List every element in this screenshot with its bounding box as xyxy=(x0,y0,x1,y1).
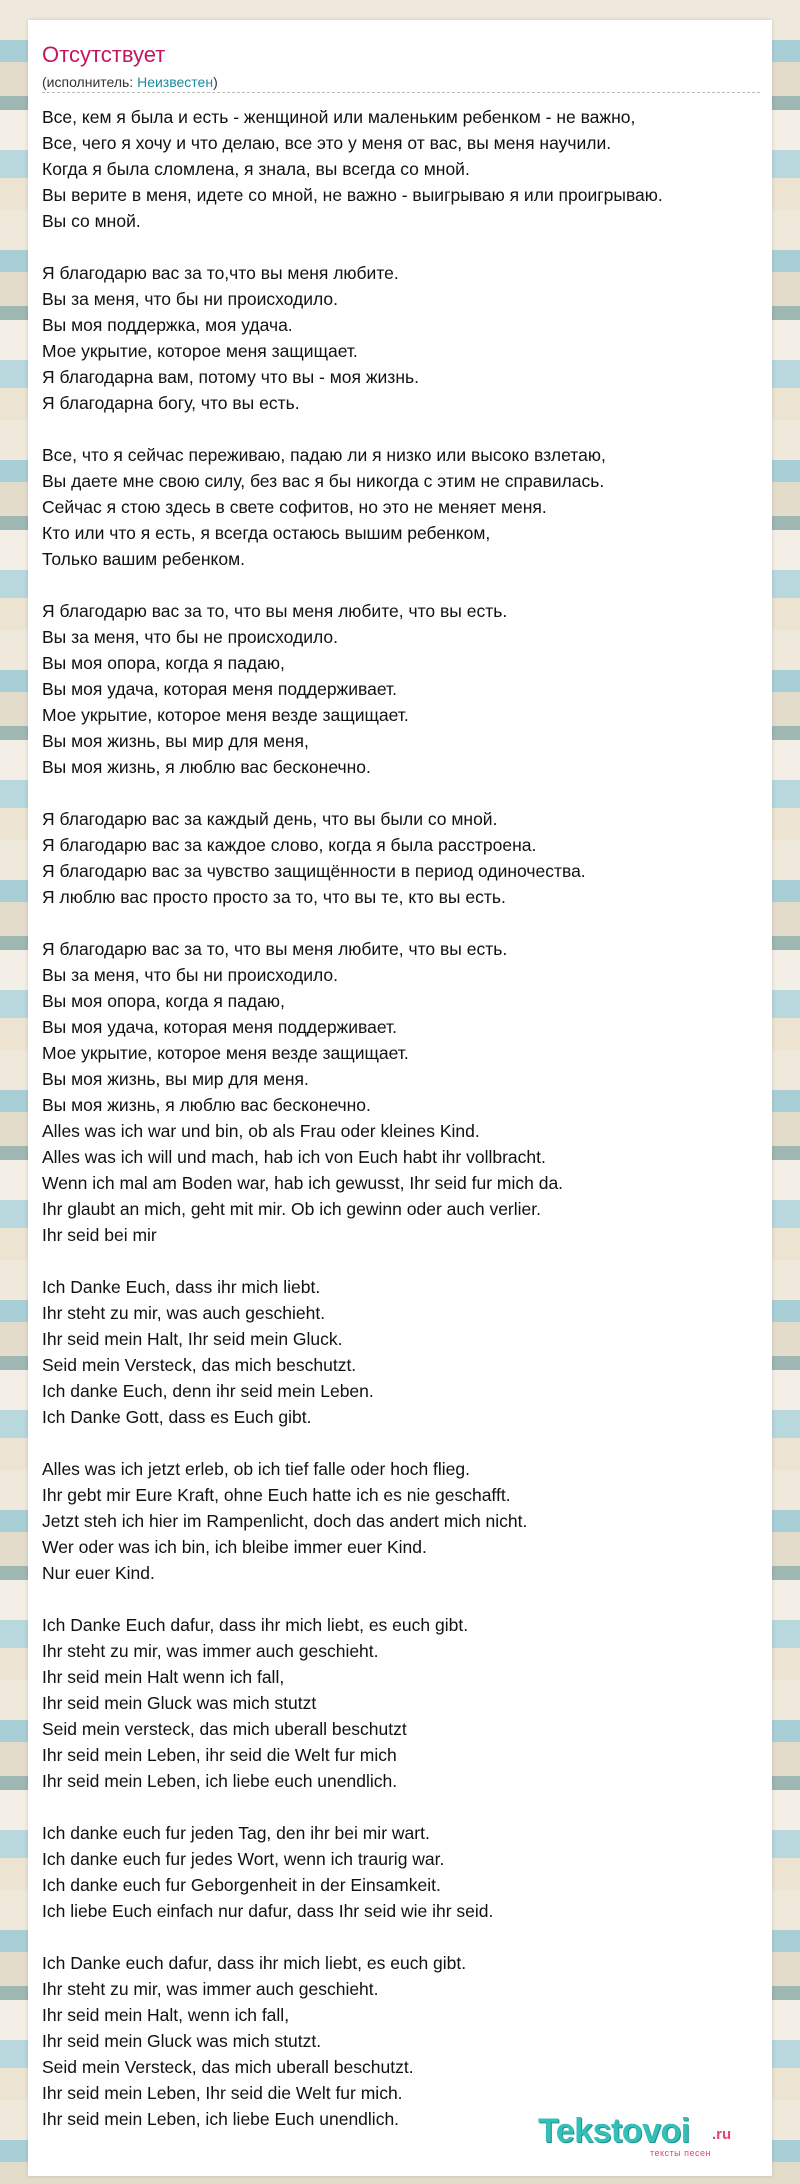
lyrics-stanza: Ich Danke Euch dafur, dass ihr mich liebt, es euch gibt. Ihr steht zu mir, was immer auch geschieht. Ihr seid mein Halt wenn ich fall, Ihr seid mein Gluck was mich stutzt Seid mein versteck, das mich uberall beschutzt Ihr seid mein Leben, ihr seid die Welt fur mich Ihr seid mein Leben, ich liebe euch unendlich. xyxy=(42,1615,469,1791)
song-title: Отсутствует xyxy=(42,42,166,67)
title-divider xyxy=(42,92,760,93)
lyrics-stanza: Я благодарю вас за то, что вы меня любите, что вы есть. Вы за меня, что бы не происходило. Вы моя опора, когда я падаю, Вы моя удача, которая меня поддерживает. Мое укрытие, которое меня везде защищает. Вы моя жизнь, вы мир для меня, Вы моя жизнь, я люблю вас бесконечно. xyxy=(42,601,508,777)
lyrics-stanza: Все, что я сейчас переживаю, падаю ли я низко или высоко взлетаю, Вы даете мне свою силу, без вас я бы никогда с этим не справилась. Сейчас я стою здесь в свете софитов, но это не меняет меня. Кто или что я есть, я всегда остаюсь вышим ребенком, Только вашим ребенком. xyxy=(42,445,606,569)
performer-suffix: ) xyxy=(213,74,218,90)
performer-prefix: (исполнитель: xyxy=(42,74,138,90)
lyrics-stanza: Alles was ich jetzt erleb, ob ich tief falle oder hoch flieg. Ihr gebt mir Eure Kraft, ohne Euch hatte ich es nie geschafft. Jetzt steh ich hier im Rampenlicht, doch das andert mich nicht. Wer oder was ich bin, ich bleibe immer euer Kind. Nur euer Kind. xyxy=(42,1459,528,1583)
lyrics-card xyxy=(28,20,772,2176)
performer-line xyxy=(42,74,218,90)
site-logo[interactable] xyxy=(538,2112,738,2158)
logo-domain: .ru xyxy=(712,2126,732,2143)
lyrics-stanza: Ich Danke euch dafur, dass ihr mich liebt, es euch gibt. Ihr steht zu mir, was immer auch geschieht. Ihr seid mein Halt, wenn ich fall, Ihr seid mein Gluck was mich stutzt. Seid mein Versteck, das mich uberall beschutzt. Ihr seid mein Leben, Ihr seid die Welt fur mich. Ihr seid mein Leben, ich liebe Euch unendlich. xyxy=(42,1953,467,2129)
lyrics-text xyxy=(42,104,762,2158)
lyrics-stanza: Я благодарю вас за то,что вы меня любите. Вы за меня, что бы ни происходило. Вы моя поддержка, моя удача. Мое укрытие, которое меня защищает. Я благодарна вам, потому что вы - моя жизнь. Я благодарна богу, что вы есть. xyxy=(42,263,419,413)
lyrics-stanza: Я благодарю вас за каждый день, что вы были со мной. Я благодарю вас за каждое слово, когда я была расстроена. Я благодарю вас за чувство защищённости в период одиночества. Я люблю вас просто просто за то, что вы те, кто вы есть. xyxy=(42,809,586,907)
logo-tagline: тексты песен xyxy=(650,2148,712,2158)
lyrics-stanza: Все, кем я была и есть - женщиной или маленьким ребенком - не важно, Все, чего я хочу и что делаю, все это у меня от вас, вы меня научили. Когда я была сломлена, я знала, вы всегда со мной. Вы верите в меня, идете со мной, не важно - выигрываю я или проигрываю. Вы со мной. xyxy=(42,107,663,231)
performer-link[interactable]: Неизвестен xyxy=(137,74,214,90)
lyrics-stanza: Ich Danke Euch, dass ihr mich liebt. Ihr steht zu mir, was auch geschieht. Ihr seid mein Halt, Ihr seid mein Gluck. Seid mein Versteck, das mich beschutzt. Ich danke Euch, denn ihr seid mein Leben. Ich Danke Gott, dass es Euch gibt. xyxy=(42,1277,374,1427)
lyrics-stanza: Я благодарю вас за то, что вы меня любите, что вы есть. Вы за меня, что бы ни происходило. Вы моя опора, когда я падаю, Вы моя удача, которая меня поддерживает. Мое укрытие, которое меня везде защищает. Вы моя жизнь, вы мир для меня. Вы моя жизнь, я люблю вас бесконечно. Alles was ich war und bin, ob als Frau oder kleines Kind. Alles was ich will und mach, hab ich von Euch habt ihr vollbracht. Wenn ich mal am Boden war, hab ich gewusst, Ihr seid fur mich da. Ihr glaubt an mich, geht mit mir. Ob ich gewinn oder auch verlier. Ihr seid bei mir xyxy=(42,939,564,1245)
logo-wordmark: Tekstovoi xyxy=(538,2112,690,2150)
lyrics-stanza: Ich danke euch fur jeden Tag, den ihr bei mir wart. Ich danke euch fur jedes Wort, wenn ich traurig war. Ich danke euch fur Geborgenheit in der Einsamkeit. Ich liebe Euch einfach nur dafur, dass Ihr seid wie ihr seid. xyxy=(42,1823,494,1921)
